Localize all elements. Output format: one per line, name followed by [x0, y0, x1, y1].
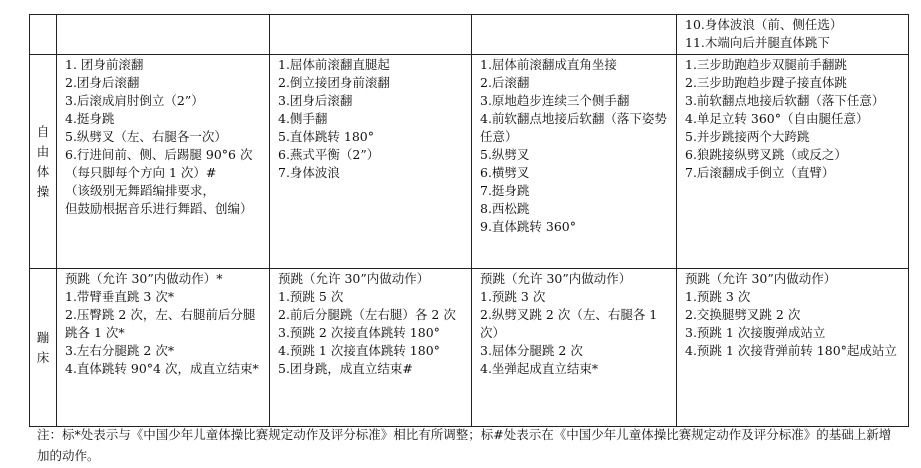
list-item: 7.挺身跳 [480, 183, 530, 198]
list-item: 4.直体跳转 90°4 次，成直立结束* [65, 361, 259, 376]
list-item: 预跳（允许 30”内做动作） [685, 271, 837, 286]
level-cell [270, 269, 472, 427]
list-item: 2.交换腿劈叉跳 2 次 [685, 307, 801, 322]
list-item: 5.并步跳接两个大跨跳 [685, 129, 810, 144]
table-row [30, 269, 909, 427]
list-item: 2.三步助跑趋步踺子接直体跳 [685, 75, 847, 90]
list-item: 1.预跳 3 次 [685, 289, 751, 304]
list-item: 2.团身后滚翻 [65, 75, 140, 90]
list-item: 3.原地趋步连续三个侧手翻 [480, 93, 630, 108]
list-item: 6.横劈叉 [480, 165, 530, 180]
list-item: 3.屈体分腿跳 2 次 [480, 343, 583, 358]
list-item: 9.直体跳转 360° [480, 219, 577, 234]
level-cell [472, 269, 677, 427]
list-item: 3.左右分腿跳 2 次* [65, 343, 175, 358]
level-cell [677, 269, 909, 427]
list-item: 6.狼跳接纵劈叉跳（或反之） [685, 147, 847, 162]
list-item: 10.身体波浪（前、侧任选） [685, 17, 843, 32]
list-item: 1.预跳 5 次 [278, 289, 344, 304]
list-item: （该级别无舞蹈编排要求， [65, 183, 216, 198]
level-cell [472, 55, 677, 269]
list-item: 2.纵劈叉跳 2 次（左、右腿各 1 次） [480, 307, 658, 340]
table-row [30, 55, 909, 269]
list-item: 1. 团身前滚翻 [65, 57, 144, 72]
level-cell [57, 269, 270, 427]
list-item: 4.前软翻点地接后软翻（落下姿势任意） [480, 111, 667, 144]
list-item: 5.团身跳，成直立结束# [278, 361, 413, 376]
list-item: 4.坐弹起成直立结束* [480, 361, 599, 376]
list-item: 7.身体波浪 [278, 165, 340, 180]
list-item: 5.纵劈叉 [480, 147, 530, 162]
list-item: 4.侧手翻 [278, 111, 328, 126]
list-item: 11.木端向后并腿直体跳下 [685, 35, 830, 50]
list-item: 2.压臀跳 2 次，左、右腿前后分腿跳各 1 次* [65, 307, 256, 340]
list-item: 3.预跳 1 次接腹弹成站立 [685, 325, 826, 340]
list-item: 4.单足立转 360°（自由腿任意） [685, 111, 869, 126]
level-cell [270, 55, 472, 269]
category-cell [30, 15, 57, 55]
list-item: 6.行进间前、侧、后踢腿 90°6 次 [65, 147, 253, 162]
level-cell [677, 15, 909, 55]
footnote: 注：标*处表示与《中国少年儿童体操比赛规定动作及评分标准》相比有所调整；标#处表示在《中国少年儿童体操比赛规定动作及评分标准》的基础上新增加的动作。 [37, 427, 892, 463]
list-item: 1.预跳 3 次 [480, 289, 546, 304]
level-cell [270, 15, 472, 55]
list-item: 4.挺身跳 [65, 111, 115, 126]
list-item: 预跳（允许 30”内做动作）* [65, 271, 223, 286]
list-item: 预跳（允许 30”内做动作） [278, 271, 430, 286]
list-item: 1.屈体前滚翻成直角坐接 [480, 57, 617, 72]
list-item: 预跳（允许 30”内做动作） [480, 271, 632, 286]
table-row [30, 15, 909, 55]
list-item: 4.预跳 1 次接背弹前转 180°起成站立 [685, 343, 897, 358]
list-item: 2.后滚翻 [480, 75, 530, 90]
list-item: 3.前软翻点地接后软翻（落下任意） [685, 93, 885, 108]
list-item: 5.纵劈叉（左、右腿各一次） [65, 129, 227, 144]
rules-table [29, 14, 909, 427]
list-item: 7.后滚翻成手倒立（直臂） [685, 165, 835, 180]
category-label: 蹦床 [36, 329, 50, 365]
category-label: 自由体操 [36, 123, 50, 199]
level-cell [57, 15, 270, 55]
list-item: 3.后滚成肩肘倒立（2”） [65, 93, 204, 108]
level-cell [472, 15, 677, 55]
list-item: 8.西松跳 [480, 201, 530, 216]
list-item: 3.团身后滚翻 [278, 93, 353, 108]
list-item: 2.前后分腿跳（左右腿）各 2 次 [278, 307, 456, 322]
category-cell [30, 55, 57, 269]
level-cell [57, 55, 270, 269]
category-cell [30, 269, 57, 427]
list-item: 5.直体跳转 180° [278, 129, 375, 144]
level-cell [677, 55, 909, 269]
list-item: 6.燕式平衡（2”） [278, 147, 380, 162]
list-item: 2.倒立接团身前滚翻 [278, 75, 390, 90]
list-item: 4.预跳 1 次接直体跳转 180° [278, 343, 440, 358]
list-item: 1.三步助跑趋步双腿前手翻跳 [685, 57, 847, 72]
list-item: （每只脚每个方向 1 次）# [65, 165, 217, 180]
list-item: 3.预跳 2 次接直体跳转 180° [278, 325, 440, 340]
list-item: 1.屈体前滚翻直腿起 [278, 57, 390, 72]
list-item: 但鼓励根据音乐进行舞蹈、创编） [65, 201, 253, 216]
list-item: 1.带臂垂直跳 3 次* [65, 289, 175, 304]
